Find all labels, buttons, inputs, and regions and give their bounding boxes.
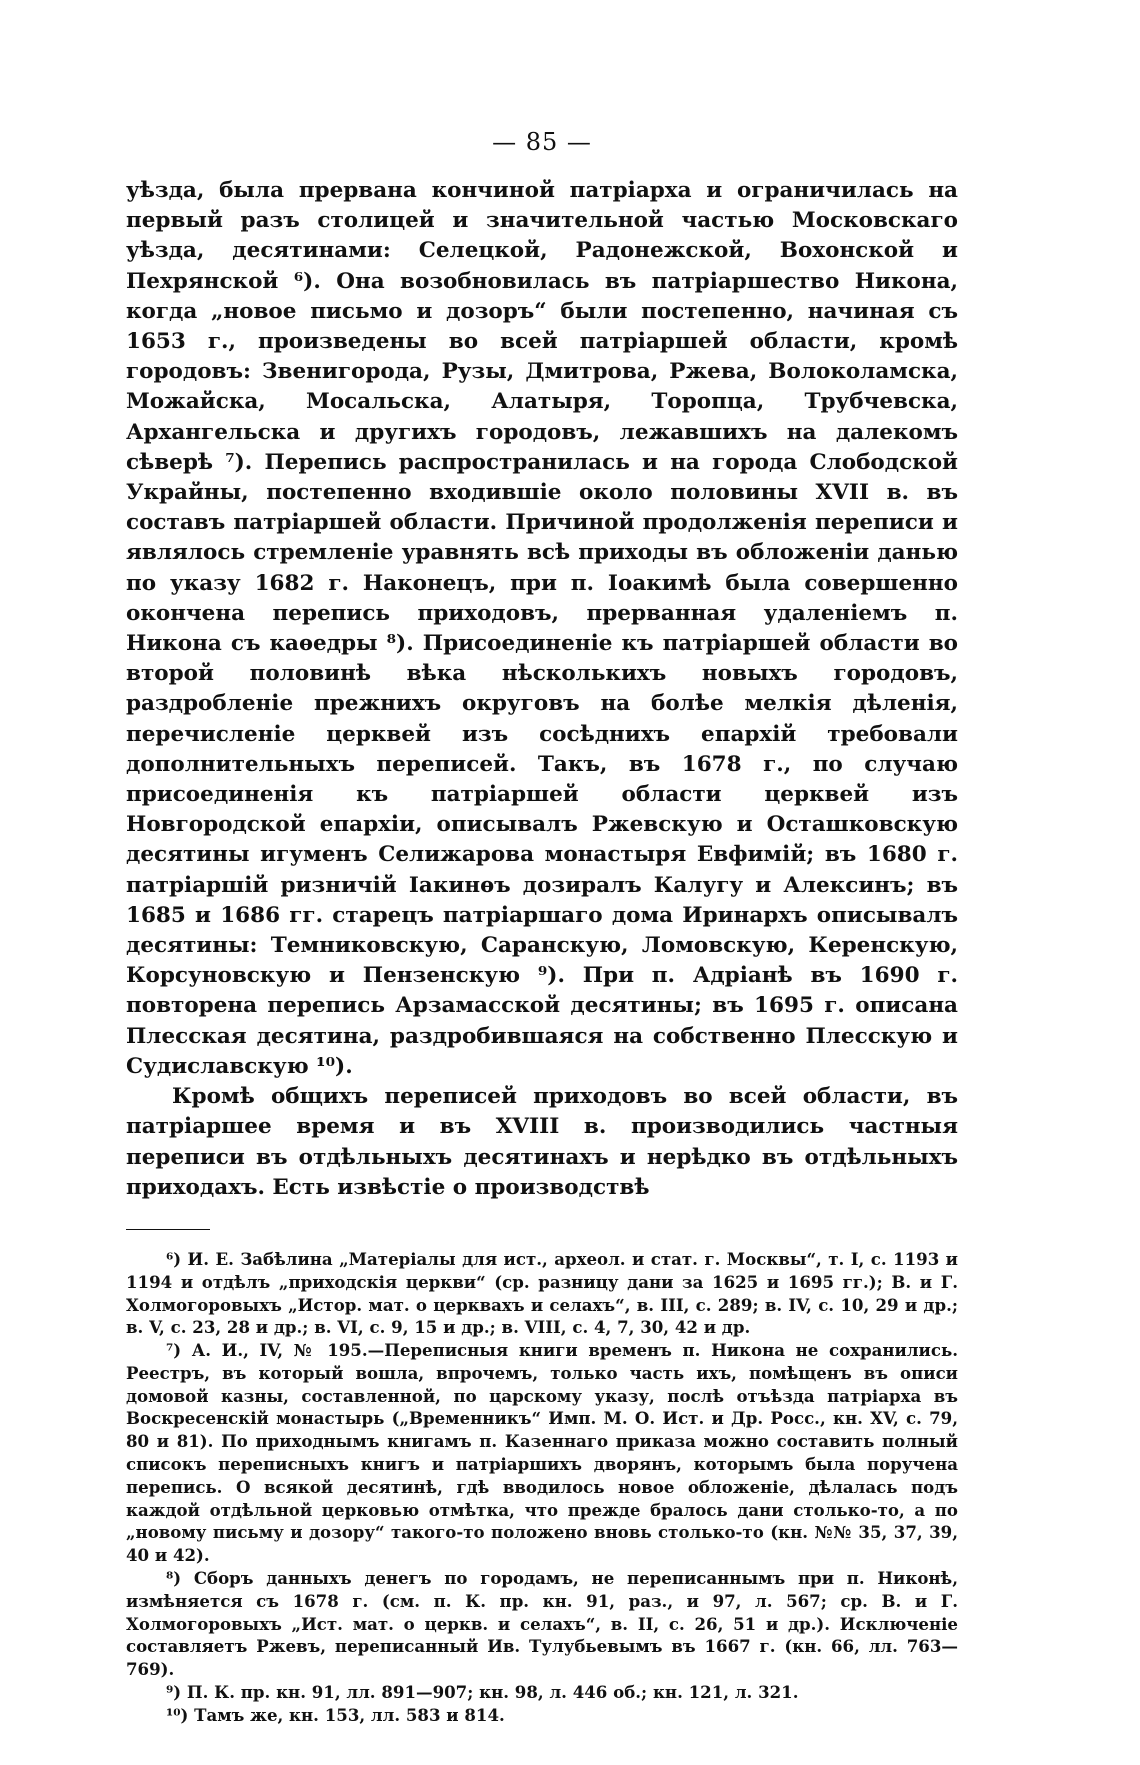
- footnote-8: ⁸) Сборъ данныхъ денегъ по городамъ, не переписаннымъ при п. Никонѣ, измѣняется съ 1678 г. (см. п. К. пр. кн. 91, раз., и 97, л. 567; ср. В. и Г. Холмогоровыхъ „Ист. мат. о церкв. и селахъ“, в. II, с. 26, 51 и др.). Исключеніе составляетъ Ржевъ, переписанный Ив. Тулубьевымъ въ 1667 г. (кн. 66, лл. 763—769).: [126, 1568, 958, 1680]
- book-page: [126, 128, 958, 1727]
- footnote-10: ¹⁰) Тамъ же, кн. 153, лл. 583 и 814.: [166, 1704, 505, 1725]
- footnote-6: ⁶) И. Е. Забѣлина „Матеріалы для ист., археол. и стат. г. Москвы“, т. I, с. 1193 и 1194 и отдѣлъ „приходскія церкви“ (ср. разницу дани за 1625 и 1695 гг.); В. и Г. Холмогоровыхъ „Истор. мат. о церквахъ и селахъ“, в. III, с. 289; в. IV, с. 10, 29 и др.; в. V, с. 23, 28 и др.; в. VI, с. 9, 15 и др.; в. VIII, с. 4, 7, 30, 42 и др.: [126, 1248, 958, 1338]
- footnotes: [126, 1248, 958, 1727]
- footnote-9: ⁹) П. К. пр. кн. 91, лл. 891—907; кн. 98, л. 446 об.; кн. 121, л. 321.: [166, 1682, 799, 1703]
- paragraph-2: Кромѣ общихъ переписей приходовъ во всей области, въ патріаршее время и въ XVIII в. производились частныя переписи въ отдѣльныхъ десятинахъ и нерѣдко въ отдѣльныхъ приходахъ. Есть извѣстіе о производствѣ: [126, 1084, 958, 1200]
- page-number: — 85 —: [492, 128, 592, 156]
- footnote-divider: [126, 1229, 210, 1230]
- main-text: [126, 176, 958, 1203]
- paragraph-1: уѣзда, была прервана кончиной патріарха и ограничилась на первый разъ столицей и значительной частью Московскаго уѣзда, десятинами: Селецкой, Радонежской, Вохонской и Пехрянской ⁶). Она возобновилась въ патріаршество Никона, когда „новое письмо и дозоръ“ были постепенно, начиная съ 1653 г., произведены во всей патріаршей области, кромѣ городовъ: Звенигорода, Рузы, Дмитрова, Ржева, Волоколамска, Можайска, Мосальска, Алатыря, Торопца, Трубчевска, Архангельска и другихъ городовъ, лежавшихъ на далекомъ сѣверѣ ⁷). Перепись распространилась и на города Слободской Украйны, постепенно входившіе около половины XVII в. въ составъ патріаршей области. Причиной продолженія переписи и являлось стремленіе уравнять всѣ приходы въ обложеніи данью по указу 1682 г. Наконецъ, при п. Іоакимѣ была совершенно окончена перепись приходовъ, прерванная удаленіемъ п. Никона съ каѳедры ⁸). Присоединеніе къ патріаршей области во второй половинѣ вѣка нѣсколькихъ новыхъ городовъ, раздробленіе прежнихъ округовъ на болѣе мелкія дѣленія, перечисленіе церквей изъ сосѣднихъ епархій требовали дополнительныхъ переписей. Такъ, въ 1678 г., по случаю присоединенія къ патріаршей области церквей изъ Новгородской епархіи, описывалъ Ржевскую и Осташковскую десятины игуменъ Селижарова монастыря Евфимій; въ 1680 г. патріаршій ризничій Іакинѳъ дозиралъ Калугу и Алексинъ; въ 1685 и 1686 гг. старецъ патріаршаго дома Иринархъ описывалъ десятины: Темниковскую, Саранскую, Ломовскую, Керенскую, Корсуновскую и Пензенскую ⁹). При п. Адріанѣ въ 1690 г. повторена перепись Арзамасской десятины; въ 1695 г. описана Плесская десятина, раздробившаяся на собственно Плесскую и Судиславскую ¹⁰).: [126, 178, 958, 1079]
- footnote-7: ⁷) А. И., IV, № 195.—Переписныя книги временъ п. Никона не сохранились. Реестръ, въ который вошла, впрочемъ, только часть ихъ, помѣщенъ въ описи домовой казны, составленной, по царскому указу, послѣ отъѣзда патріарха въ Воскресенскій монастырь („Временникъ“ Имп. М. О. Ист. и Др. Росс., кн. XV, с. 79, 80 и 81). По приходнымъ книгамъ п. Казеннаго приказа можно составить полный списокъ переписныхъ книгъ и патріаршихъ дворянъ, которымъ была поручена перепись. О всякой десятинѣ, гдѣ вводилось новое обложеніе, дѣлалась подъ каждой отдѣльной церковью отмѣтка, что прежде бралось дани столько-то, а по „новому письму и дозору“ такого-то положено вновь столько-то (кн. №№ 35, 37, 39, 40 и 42).: [126, 1340, 958, 1566]
